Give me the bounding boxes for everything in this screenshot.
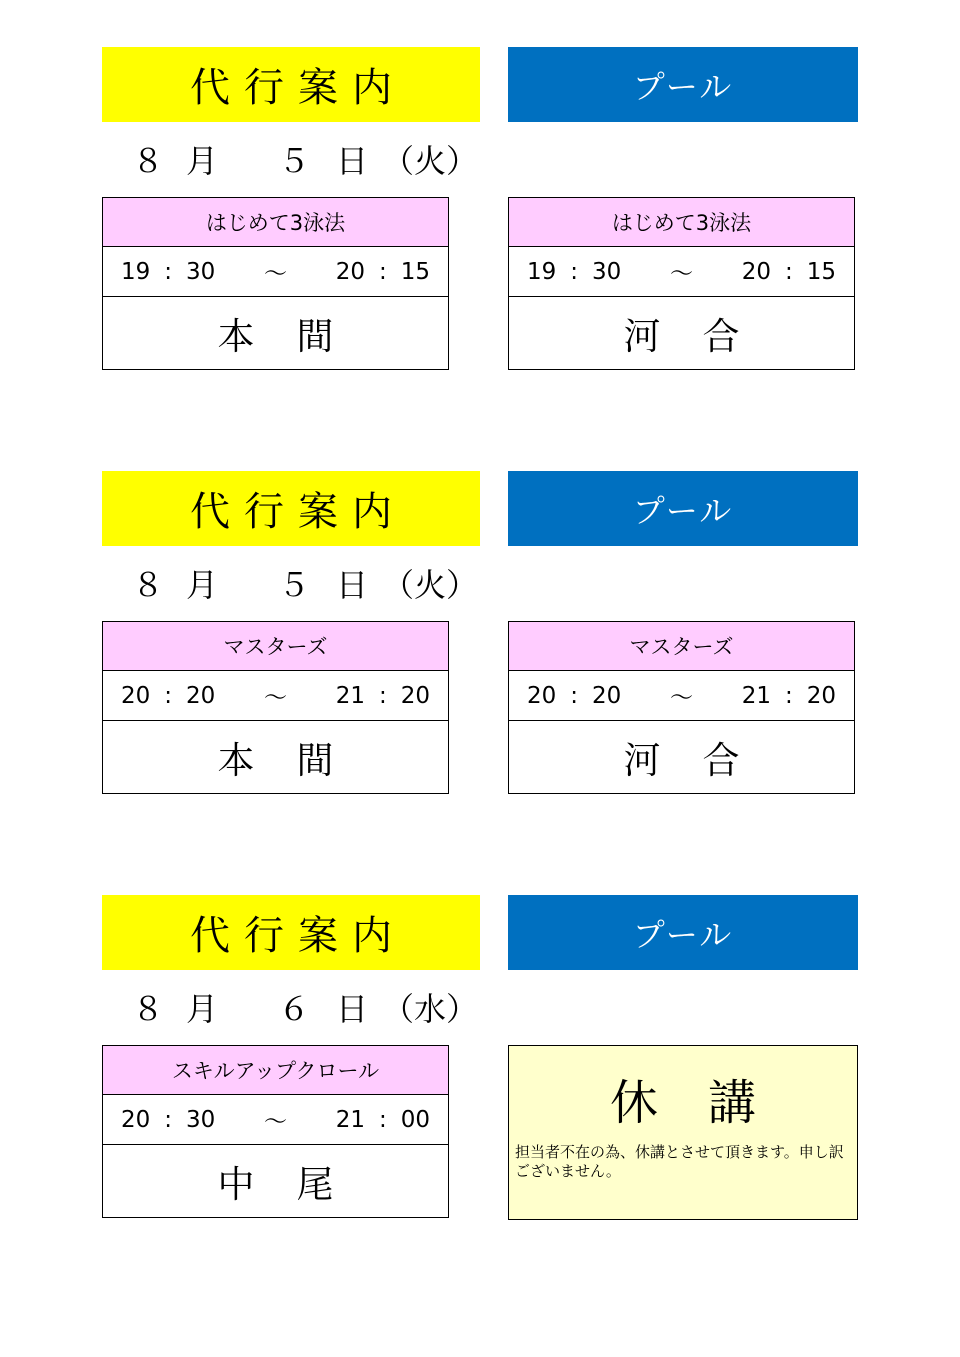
start-hour: 20 bbox=[121, 682, 151, 709]
class-name: はじめて3泳法 bbox=[103, 198, 448, 247]
original-lesson-card bbox=[102, 197, 449, 370]
date-month-unit: 月 bbox=[186, 566, 219, 604]
class-name: マスターズ bbox=[509, 622, 854, 671]
end-hour: 21 bbox=[741, 682, 771, 709]
substitute-notice-banner: 代行案内 bbox=[102, 471, 480, 546]
lesson-time: 19 : 30 ～ 20 : 15 bbox=[509, 247, 854, 297]
lesson-date bbox=[132, 137, 478, 181]
lesson-time: 19 : 30 ～ 20 : 15 bbox=[103, 247, 448, 297]
substitute-instructor: 河合 bbox=[623, 738, 782, 782]
lesson-date bbox=[132, 561, 478, 605]
original-instructor: 中尾 bbox=[217, 1162, 376, 1206]
cancellation-card bbox=[508, 1045, 858, 1220]
facility-banner: プール bbox=[508, 47, 858, 122]
date-weekday: （火） bbox=[382, 566, 479, 604]
end-minute: 20 bbox=[400, 682, 430, 709]
date-day-unit: 日 bbox=[336, 990, 369, 1028]
original-lesson-card bbox=[102, 1045, 449, 1218]
notice-3 bbox=[0, 895, 960, 1295]
original-instructor: 本間 bbox=[217, 738, 376, 782]
cancellation-title: 休講 bbox=[609, 1075, 806, 1131]
date-month-unit: 月 bbox=[186, 142, 219, 180]
end-minute: 20 bbox=[806, 682, 836, 709]
time-range-tilde: ～ bbox=[670, 261, 693, 287]
start-minute: 30 bbox=[592, 258, 622, 285]
start-minute: 20 bbox=[186, 682, 216, 709]
original-instructor: 本間 bbox=[217, 314, 376, 358]
date-day: ５ bbox=[278, 566, 311, 604]
date-month: ８ bbox=[132, 566, 165, 604]
facility-banner: プール bbox=[508, 471, 858, 546]
start-minute: 30 bbox=[186, 258, 216, 285]
cancellation-message: 担当者不在の為、休講とさせて頂きます。申し訳ございません。 bbox=[515, 1143, 844, 1180]
substitute-instructor: 河合 bbox=[623, 314, 782, 358]
date-month-unit: 月 bbox=[186, 990, 219, 1028]
date-day-unit: 日 bbox=[336, 142, 369, 180]
class-name: マスターズ bbox=[103, 622, 448, 671]
date-day: ６ bbox=[278, 990, 311, 1028]
time-range-tilde: ～ bbox=[264, 261, 287, 287]
notice-2 bbox=[0, 471, 960, 871]
substitute-notice-banner: 代行案内 bbox=[102, 47, 480, 122]
end-minute: 15 bbox=[806, 258, 836, 285]
date-weekday: （火） bbox=[382, 142, 479, 180]
substitute-notice-banner: 代行案内 bbox=[102, 895, 480, 970]
lesson-date bbox=[132, 985, 478, 1029]
date-month: ８ bbox=[132, 142, 165, 180]
start-minute: 30 bbox=[186, 1106, 216, 1133]
start-hour: 19 bbox=[527, 258, 557, 285]
start-hour: 20 bbox=[527, 682, 557, 709]
substitute-lesson-card bbox=[508, 621, 855, 794]
start-hour: 19 bbox=[121, 258, 151, 285]
class-name: スキルアップクロール bbox=[103, 1046, 448, 1095]
lesson-time: 20 : 20 ～ 21 : 20 bbox=[509, 671, 854, 721]
start-minute: 20 bbox=[592, 682, 622, 709]
end-minute: 15 bbox=[400, 258, 430, 285]
date-weekday: （水） bbox=[382, 990, 479, 1028]
end-hour: 20 bbox=[335, 258, 365, 285]
lesson-time: 20 : 20 ～ 21 : 20 bbox=[103, 671, 448, 721]
time-range-tilde: ～ bbox=[264, 685, 287, 711]
time-range-tilde: ～ bbox=[264, 1109, 287, 1135]
date-month: ８ bbox=[132, 990, 165, 1028]
facility-banner: プール bbox=[508, 895, 858, 970]
date-day: ５ bbox=[278, 142, 311, 180]
end-hour: 21 bbox=[335, 1106, 365, 1133]
end-hour: 20 bbox=[741, 258, 771, 285]
end-hour: 21 bbox=[335, 682, 365, 709]
notice-1 bbox=[0, 47, 960, 447]
start-hour: 20 bbox=[121, 1106, 151, 1133]
lesson-time: 20 : 30 ～ 21 : 00 bbox=[103, 1095, 448, 1145]
original-lesson-card bbox=[102, 621, 449, 794]
time-range-tilde: ～ bbox=[670, 685, 693, 711]
date-day-unit: 日 bbox=[336, 566, 369, 604]
substitute-lesson-card bbox=[508, 197, 855, 370]
class-name: はじめて3泳法 bbox=[509, 198, 854, 247]
end-minute: 00 bbox=[400, 1106, 430, 1133]
